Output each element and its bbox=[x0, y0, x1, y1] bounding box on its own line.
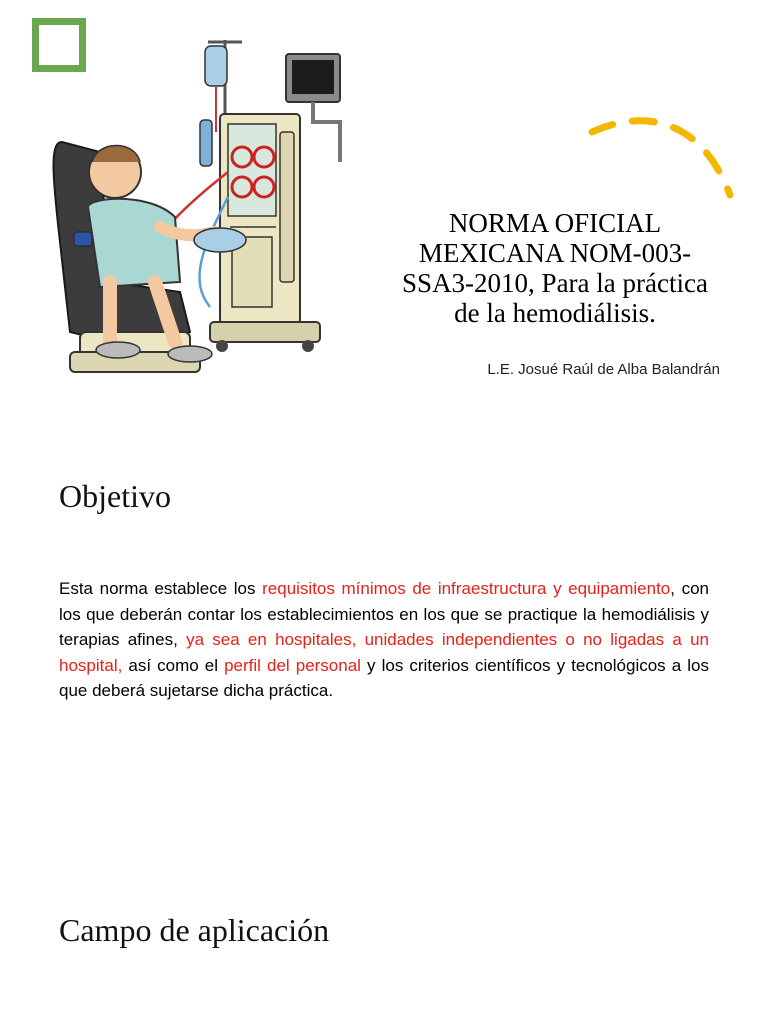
highlighted-segment: perfil del personal bbox=[224, 655, 361, 675]
hemodialysis-illustration bbox=[40, 32, 360, 397]
objetivo-paragraph bbox=[59, 576, 709, 704]
objetivo-heading: Objetivo bbox=[59, 478, 171, 514]
document-title: NORMA OFICIAL MEXICANA NOM-003-SSA3-2010, Para la práctica de la hemodiálisis. bbox=[402, 208, 708, 328]
paragraph-segment: Esta norma establece los bbox=[59, 579, 263, 598]
campo-heading: Campo de aplicación bbox=[59, 912, 330, 948]
paragraph-segment: y los criterios científicos y tecnológicos a los que deberá sujetarse dicha práctica. bbox=[59, 655, 709, 700]
highlighted-segment: ya sea en hospitales, unidades independientes o no ligadas a un hospital, bbox=[59, 630, 709, 675]
paragraph-segment: así como el bbox=[122, 655, 225, 675]
author-name: L.E. Josué Raúl de Alba Balandrán bbox=[487, 361, 720, 378]
highlighted-segment: requisitos mínimos de infraestructura y equipamiento bbox=[262, 579, 671, 598]
paragraph-segment: , con los que deberán contar los establecimientos en los que se practique la hemodiálisis y terapias afines, bbox=[59, 579, 709, 649]
